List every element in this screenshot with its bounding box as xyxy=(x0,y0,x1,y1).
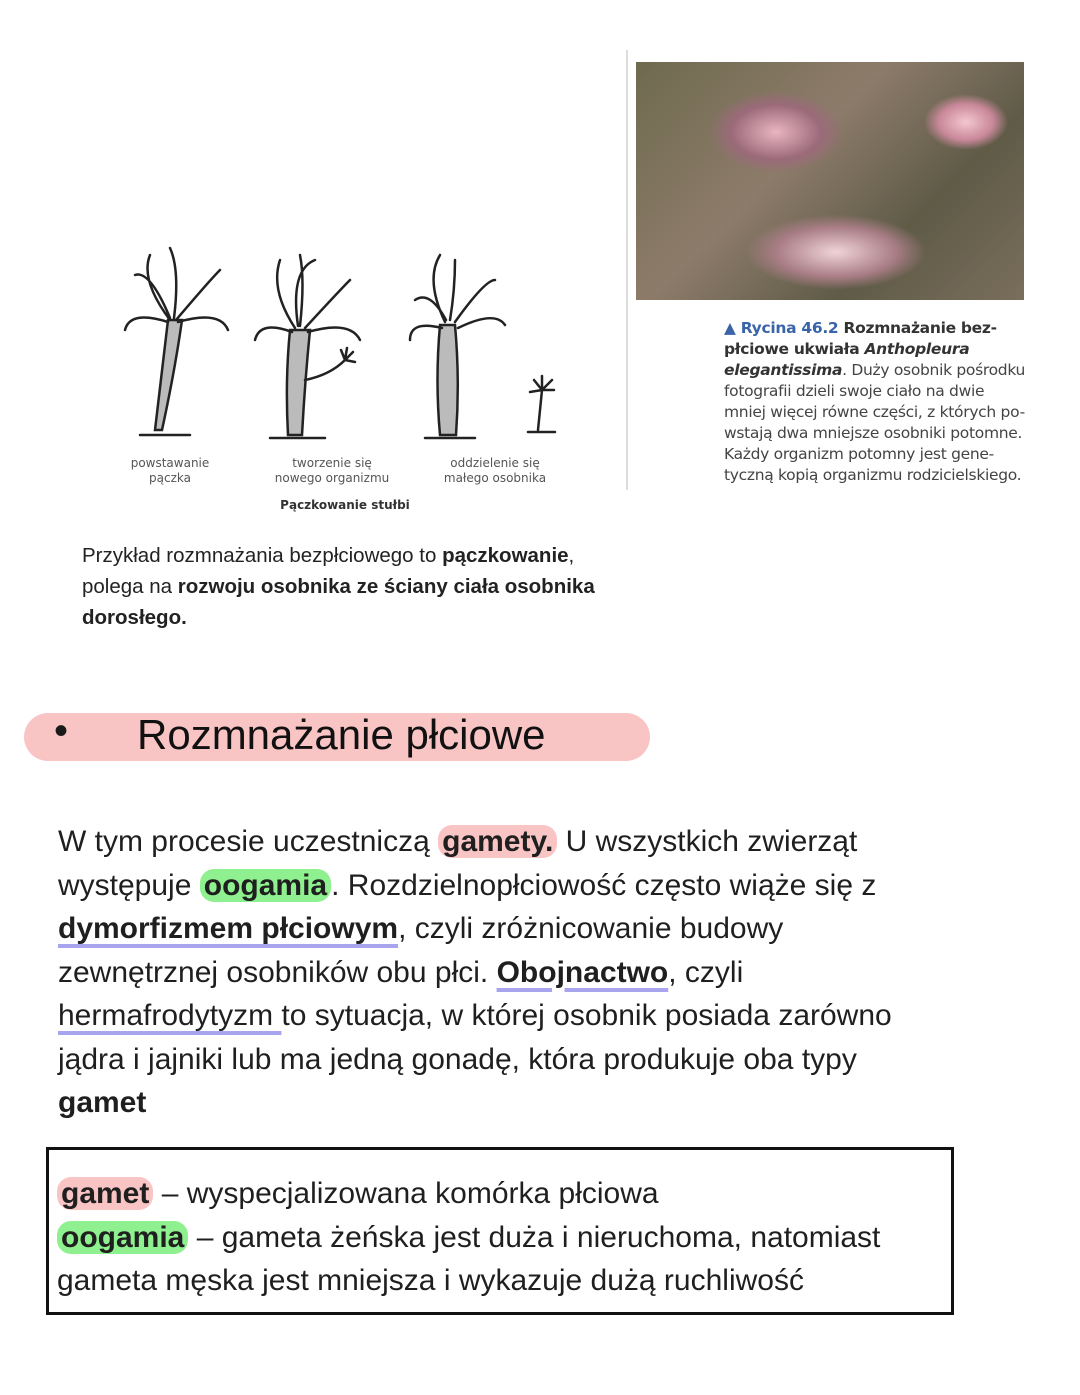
figure-label: ▲ Rycina 46.2 xyxy=(724,319,839,337)
caption-bold: Rozmnażanie bez- xyxy=(838,319,997,337)
caption-line: oddzielenie się xyxy=(450,456,540,470)
caption-line: nowego organizmu xyxy=(274,471,390,485)
caption-text: . Duży osobnik pośrodku xyxy=(842,361,1026,379)
caption-line: powstawanie xyxy=(130,456,210,470)
intro-paragraph xyxy=(82,540,682,633)
text: Przykład rozmnażania bezpłciowego to xyxy=(82,544,443,567)
text: W tym procesie uczestniczą xyxy=(58,825,439,858)
text: , xyxy=(568,544,575,567)
species-name: elegantissima xyxy=(724,361,843,379)
species-name: Anthopleura xyxy=(864,340,970,358)
term: pączkowanie xyxy=(442,544,569,567)
definition-term: oogamia xyxy=(57,1221,188,1254)
body-paragraph xyxy=(58,820,1018,1125)
text: zewnętrznej osobników obu płci. xyxy=(58,955,497,989)
term-gamety: gamety. xyxy=(438,825,557,858)
text: , czyli xyxy=(668,955,744,989)
term-hermafrodytyzm: hermafrodytyzm xyxy=(58,999,282,1032)
text: to sytuacja, w której osobnik posiada zarówno xyxy=(281,999,892,1032)
text: U wszystkich zwierząt xyxy=(557,825,858,858)
text: , czyli zróżnicowanie budowy xyxy=(398,912,784,945)
term: rozwoju osobnika ze ściany ciała osobnika xyxy=(177,575,595,598)
caption-line: małego osobnika xyxy=(443,471,547,485)
hydra-caption-1 xyxy=(110,456,230,486)
text: gamet xyxy=(58,1086,147,1119)
bullet-icon: • xyxy=(54,709,69,753)
figure-divider xyxy=(626,50,628,490)
term-obojnactwo: Obojnactwo xyxy=(496,955,669,989)
definition-text: – wyspecjalizowana komórka płciowa xyxy=(153,1177,659,1210)
definition-text: – gameta żeńska jest duża i nieruchoma, natomiast xyxy=(188,1220,881,1254)
text: jądra i jajniki lub ma jedną gonadę, która produkuje oba typy xyxy=(58,1042,857,1076)
definition-text: gameta męska jest mniejsza i wykazuje dużą ruchliwość xyxy=(57,1264,804,1297)
photo-caption xyxy=(724,318,1034,486)
caption-line: pączka xyxy=(149,471,191,485)
term-dymorfizm: dymorfizmem płciowym xyxy=(58,912,399,945)
section-heading xyxy=(24,709,650,761)
text: występuje xyxy=(58,868,200,902)
term-oogamia: oogamia xyxy=(200,869,331,902)
caption-text: mniej więcej równe części, z których po- xyxy=(724,403,1025,421)
caption-bold: płciowe ukwiała xyxy=(724,340,865,358)
definitions-box xyxy=(46,1147,954,1315)
caption-text: wstają dwa mniejsze osobniki potomne. xyxy=(724,424,1023,442)
text: polega na xyxy=(82,575,178,598)
term: dorosłego. xyxy=(82,606,187,629)
section-title: Rozmnażanie płciowe xyxy=(137,711,546,758)
caption-text: Każdy organizm potomny jest gene- xyxy=(724,445,994,463)
hydra-figure-title: Pączkowanie stułbi xyxy=(280,498,410,512)
caption-text: tyczną kopią organizmu rodzicielskiego. xyxy=(724,466,1022,484)
caption-line: tworzenie się xyxy=(292,456,372,470)
text: . Rozdzielnopłciowość często wiąże się z xyxy=(331,868,877,902)
hydra-caption-2 xyxy=(262,456,402,486)
caption-text: fotografii dzieli swoje ciało na dwie xyxy=(724,382,985,400)
sea-anemone-photo xyxy=(636,62,1024,300)
hydra-caption-3 xyxy=(425,456,565,486)
definition-term: gamet xyxy=(57,1177,153,1210)
